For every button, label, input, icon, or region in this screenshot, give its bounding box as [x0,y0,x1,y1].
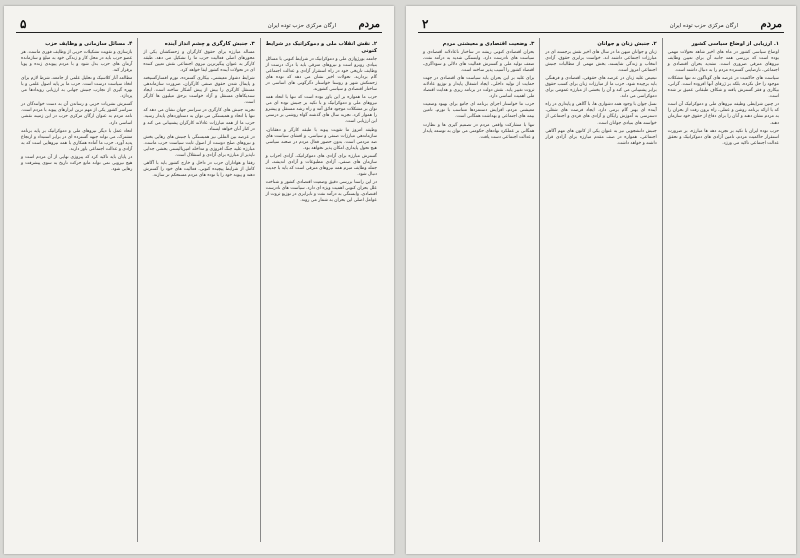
right-page [406,6,796,554]
paragraph: رفقا و هواداران حزب در داخل و خارج کشور باید با آگاهی کامل از شرایط پیچیده کنونی، فعالیت های خود را گسترش دهند و پیوند خود را با توده های مردم مستحکم تر سازند. [143,160,255,178]
masthead-subtitle: ارگان مرکزی حزب توده ایران [669,23,738,29]
article-column-2 [138,38,260,542]
paragraph: گسترش نشریات حزبی و رساندن آن به دست خوانندگان در سراسر کشور یکی از مهم ترین ابزارهای پیوند با مردم است. نامه مردم به عنوان ارگان مرکزی حزب در این زمینه نقشی اساسی دارد. [21,102,133,126]
article-column-2 [540,38,662,542]
masthead-subtitle: ارگان مرکزی حزب توده ایران [267,23,336,29]
paragraph: حزب ما خواستار اجرای برنامه ای جامع برای بهبود وضعیت معیشتی مردم، افزایش دستمزدها متناسب با تورم، تامین بیمه های اجتماعی و بهداشت همگانی است. [423,102,535,120]
paragraph: برای غلبه بر این بحران باید سیاست های اقتصادی در جهت حمایت از تولید داخلی، ایجاد اشتغال پایدار و توزیع عادلانه ثروت تغییر یابد. نقش دولت در برنامه ریزی و هدایت اقتصاد ملی اهمیت اساسی دارد. [423,76,535,100]
article-column-1 [663,38,784,542]
section-heading: ۲. جنبش زنان و جوانان [597,41,657,47]
paragraph: در پایان باید تاکید کرد که پیروزی نهایی از آن مردم است و هیچ نیرویی نمی تواند مانع حرکت تاریخ به سوی پیشرفت و رهایی شود. [21,154,133,172]
paragraph: در عرصه بین المللی نیز همبستگی با جنبش های رهایی بخش و نیروهای صلح دوست از اصول ثابت سیاست حزب ماست. مبارزه علیه جنگ افروزی و مداخله امپریالیستی بخشی جدایی ناپذیر از مبارزه برای آزادی و استقلال است. [143,134,255,158]
paragraph: وظیفه امروز ما تقویت پیوند با طبقه کارگر و دهقانان، سازماندهی مبارزات صنفی و سیاسی، و افشای سیاست های ضد مردمی است. بدون حضور فعال مردم در صحنه سیاسی هیچ تحول پایداری امکان پذیر نخواهد بود. [265,127,377,151]
page-header [418,16,784,33]
section-heading: ۴. مسائل سازمانی و وظایف حزب [45,41,133,47]
paragraph: جامعه بورژوازی ملی و دموکراتیک در شرایط کنونی با مسائل بنیادی روبرو است و نیروهای مترقی باید با درک درست از وظایف تاریخی خود در راه استقرار آزادی و عدالت اجتماعی گام بردارند. تحولات اخیر نشان می دهد که توده های زحمتکش شهر و روستا خواستار دگرگونی های اساسی در ساختار اقتصادی و سیاسی کشورند. [265,57,377,93]
paragraph: حزب ما همواره بر این باور بوده است که تنها با اتحاد همه نیروهای ملی و دموکراتیک و با تکیه بر جنبش توده ای می توان بر مشکلات موجود فائق آمد و راه رشد مستقل و پیشرو را هموار کرد. تجربه سال های گذشته گواه روشنی بر درستی این ارزیابی است. [265,95,377,125]
masthead-title: مردم [358,19,380,30]
paragraph: گسترش مبارزه برای آزادی های دموکراتیک، آزادی احزاب و سازمان های صنفی، آزادی مطبوعات و آزادی اندیشه، از جمله وظایف مبرم همه نیروهای مترقی است که باید با جدیت دنبال شود. [265,153,377,177]
paragraph: اوضاع سیاسی کشور در ماه های اخیر شاهد تحولات مهمی بوده است که بررسی همه جانبه آن برای تعیین وظایف نیروهای مترقی ضروری است. تشدید بحران اقتصادی و اجتماعی، نارضایتی گسترده مردم را به دنبال داشته است. [667,50,779,74]
paragraph: در این راستا بررسی دقیق وضعیت اقتصادی کشور و شناخت علل بحران کنونی اهمیت ویژه ای دارد. سیاست های نادرست اقتصادی، وابستگی به درآمد نفت و نابرابری در توزیع ثروت از عوامل اصلی این بحران به شمار می روند. [265,179,377,204]
paragraph: تجربه جنبش های کارگری در سراسر جهان نشان می دهد که تنها با اتحاد و همبستگی می توان به دستاوردهای پایدار رسید. حزب ما از همه مبارزات عادلانه کارگران پشتیبانی می کند و در کنار آنان خواهد ایستاد. [143,108,255,132]
paragraph: در چنین شرایطی وظیفه نیروهای ملی و دموکراتیک آن است که با ارائه برنامه روشن و عملی، راه برون رفت از بحران را به مردم نشان دهند و آنان را برای دفاع از حقوق خود سازمان دهند. [667,102,779,126]
paragraph: بحران اقتصادی کنونی ریشه در ساختار ناعادلانه اقتصادی و سیاست های نادرست دارد. وابستگی شدید به درآمد نفت، ضعف تولید ملی و گسترش فعالیت های دلالی و سوداگری، اقتصاد کشور را آسیب پذیر ساخته است. [423,50,535,74]
paragraph: مساله مبارزه برای حقوق کارگران و زحمتکشان یکی از محورهای اصلی فعالیت حزب ما را تشکیل می دهد. طبقه کارگر به عنوان پیگیرترین نیروی اجتماعی نقش تعیین کننده ای در تحولات آینده کشور ایفا خواهد کرد. [143,50,255,74]
page-number: ۵ [20,17,27,31]
paragraph: اتحاد عمل با دیگر نیروهای ملی و دموکراتیک بر پایه برنامه مشترک، می تواند جبهه گسترده ای در برابر استبداد و ارتجاع پدید آورد. حزب ما آماده همکاری با همه نیروهایی است که به آزادی و عدالت اجتماعی باور دارند. [21,128,133,152]
section-heading: ۱. ارزیابی از اوضاع سیاسی کشور [691,41,779,47]
paragraph: نسل جوان با وجود همه دشواری ها، با آگاهی و پایداری در راه آینده ای بهتر گام برمی دارد. ایجاد فرصت های شغلی، دسترسی به آموزش رایگان و آزادی های فردی و اجتماعی از خواسته های بنیادی جوانان است. [545,102,657,126]
article-column-1 [261,38,382,542]
paragraph: جنبش دانشجویی نیز به عنوان یکی از کانون های مهم آگاهی اجتماعی، همواره در صف مقدم مبارزه برای آزادی قرار داشته و خواهد داشت. [545,128,657,146]
paragraph: سیاست های حاکمیت در عرصه های گوناگون نه تنها مشکلات موجود را حل نکرده، بلکه بر ژرفای آنها افزوده است. گرانی، بیکاری و فقر گسترش یافته و شکاف طبقاتی عمیق تر شده است. [667,76,779,100]
paragraph: تنها با مشارکت واقعی مردم در تصمیم گیری ها و نظارت همگانی بر عملکرد نهادهای حکومتی می توان به توسعه پایدار و عدالت اجتماعی دست یافت. [423,122,535,140]
text-columns [418,38,784,542]
masthead-title: مردم [760,19,782,30]
left-page [4,6,394,554]
paragraph: بازسازی و تقویت تشکیلات حزبی از وظایف فوری ماست. هر عضو حزب باید در محل کار و زندگی خود به مبلغ و سازمانده آرمان های حزب بدل شود و با مردم پیوندی زنده و پویا برقرار کند. [21,50,133,74]
paragraph: تبعیض علیه زنان در عرصه های حقوقی، اقتصادی و فرهنگی باید برچیده شود. حزب ما از مبارزات زنان برای کسب حقوق برابر پشتیبانی می کند و آن را بخشی از مبارزه عمومی برای دموکراسی می داند. [545,76,657,100]
paragraph: مطالعه آثار کلاسیک و تحلیل علمی از جامعه، شرط لازم برای اتخاذ سیاست درست است. حزب ما بر پایه اصول علمی و با بهره گیری از تجارب جنبش جهانی به ارزیابی رویدادها می پردازد. [21,76,133,100]
text-columns [16,38,382,542]
page-number: ۲ [422,17,429,31]
paragraph: شرایط دشوار معیشتی، بیکاری گسترده، تورم افسارگسیخته و پایمال شدن حقوق صنفی کارگران، ضرورت سازماندهی مستقل کارگری را بیش از پیش آشکار ساخته است. ایجاد سندیکاهای مستقل و آزاد خواست برحق میلیون ها کارگر است. [143,76,255,106]
section-heading: ۳. جنبش کارگری و چشم انداز آینده [164,41,255,47]
article-column-3 [418,38,540,542]
paragraph: حزب توده ایران با تکیه بر تجربه دهه ها مبارزه، بر ضرورت استقرار حاکمیت مردم، تامین آزادی های دموکراتیک و تحقق عدالت اجتماعی تاکید می ورزد. [667,128,779,146]
section-heading: ۲. نقش انقلاب ملی و دموکراتیک در شرایط کنونی [265,41,377,54]
section-heading: ۳. وضعیت اقتصادی و معیشتی مردم [442,41,535,47]
page-header [16,16,382,33]
paragraph: زنان و جوانان میهن ما در سال های اخیر نقش برجسته ای در مبارزات اجتماعی داشته اند. خواست برابری حقوق، آزادی انتخاب و زندگی شایسته، بخش مهمی از مطالبات جنبش اجتماعی امروز است. [545,50,657,74]
article-column-3 [16,38,138,542]
